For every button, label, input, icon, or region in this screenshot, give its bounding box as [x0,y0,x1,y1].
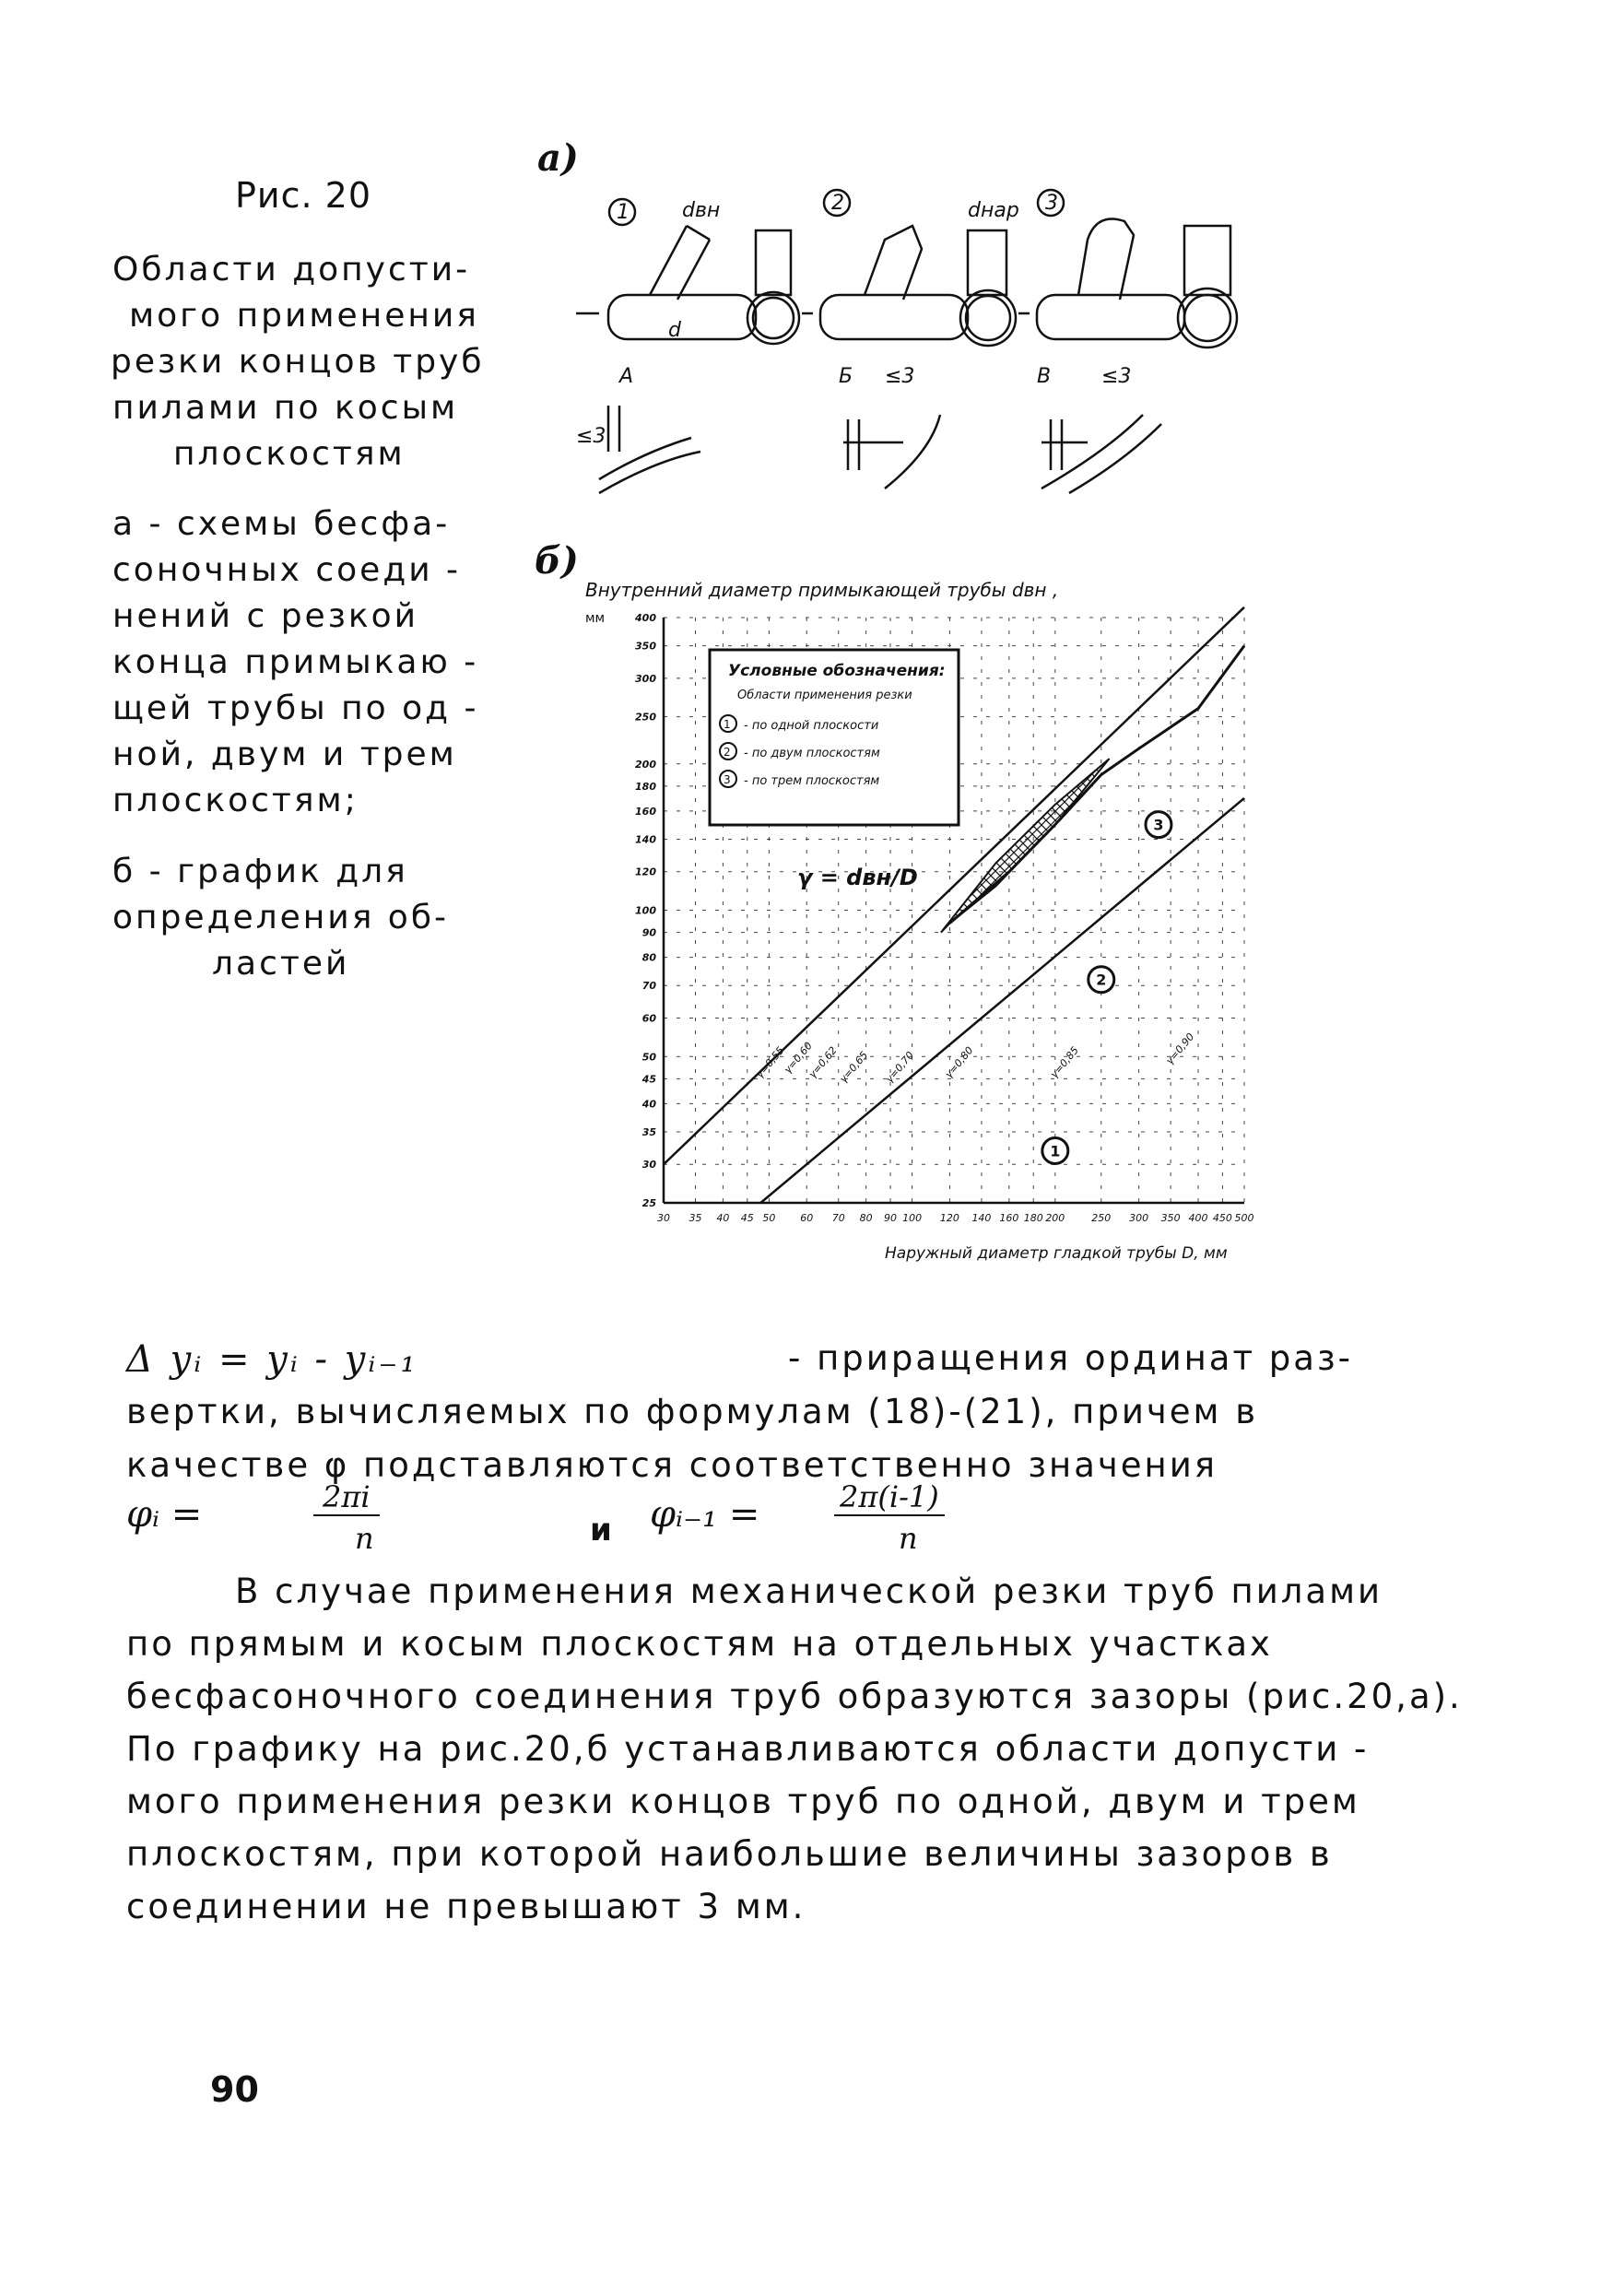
x-tick-label: 80 [859,1212,873,1224]
scheme-2 [802,190,1016,489]
desc-line: плоскостям; [112,782,359,819]
scheme-2-number: 2 [831,192,844,215]
formula-description: - приращения ординат раз- [788,1338,1353,1378]
x-tick-label: 100 [902,1212,923,1224]
x-tick-label: 300 [1129,1212,1149,1224]
x-tick-label: 400 [1188,1212,1208,1224]
caption-line: плоскостям [173,435,406,473]
paragraph-line: соединении не превышают 3 мм. [126,1887,806,1926]
region-label: 1 [1050,1142,1061,1160]
phi-i-lhs: φᵢ = [126,1493,203,1536]
caption-line: Области допусти- [112,251,471,288]
x-tick-label: 140 [971,1212,992,1224]
scheme-3-number: 3 [1045,192,1058,215]
x-tick-label: 250 [1091,1212,1112,1224]
y-tick-label: 120 [635,865,656,878]
y-tick-label: 30 [641,1159,656,1172]
gap-label: ≤3 [1101,365,1132,388]
phi-i1-numerator: 2π(i-1) [834,1479,945,1516]
gap-label: ≤3 [885,365,915,388]
panel-a-label: а) [537,136,579,180]
y-tick-label: 40 [641,1098,656,1111]
gamma-label: γ=0,70 [883,1049,917,1086]
dim-label: dвн [682,199,721,222]
x-tick-label: 30 [657,1212,670,1224]
x-tick-label: 90 [884,1212,898,1224]
y-tick-label: 25 [641,1197,656,1209]
desc-line: конца примыкаю - [112,643,479,681]
formula-delta-y: Δ yᵢ = yᵢ - yᵢ₋₁ [126,1338,418,1381]
y-tick-label: 60 [641,1012,656,1025]
x-tick-label: 60 [800,1212,814,1224]
gap-label: ≤3 [576,425,606,448]
scheme-3 [1018,190,1237,493]
desc-line: нений с резкой [112,597,419,635]
phi-i-denominator: n [355,1521,374,1556]
y-tick-label: 350 [635,640,656,653]
x-tick-label: 45 [740,1212,754,1224]
x-tick-label: 160 [999,1212,1019,1224]
legend-mark: 1 [724,718,731,731]
x-tick-label: 180 [1023,1212,1043,1224]
scheme-1 [576,199,799,493]
y-tick-label: 200 [635,758,656,771]
chart-title: Внутренний диаметр примыкающей трубы dвн , [585,579,1059,601]
desc-line: соночных соеди - [112,551,462,589]
panel-a-schematic [571,175,1272,507]
x-tick-label: 50 [762,1212,776,1224]
desc-line: ной, двум и трем [112,736,457,773]
conjunction: и [590,1512,612,1548]
x-tick-label: 120 [939,1212,959,1224]
chart-regions [941,759,1171,1163]
desc-line: а - схемы бесфа- [112,505,451,543]
x-tick-label: 450 [1212,1212,1232,1224]
legend-mark: 3 [724,773,731,786]
caption-line: мого применения [129,297,479,335]
y-tick-label: 80 [641,951,656,964]
y-tick-label: 50 [641,1051,656,1064]
x-tick-label: 500 [1234,1212,1254,1224]
view-a-label: А [619,365,634,388]
caption-line: пилами по косым [112,389,459,427]
gamma-label: γ=0,62 [806,1044,840,1081]
chart-legend [710,650,959,825]
gamma-label: γ=0,55 [753,1044,787,1081]
paragraph-line: бесфасоночного соединения труб образуются зазоры (рис.20,а). [126,1677,1463,1716]
y-tick-label: 70 [641,980,656,993]
y-tick-label: 300 [635,672,656,685]
phi-i1-denominator: n [899,1521,918,1556]
region-label: 3 [1153,816,1164,834]
scheme-1-number: 1 [617,201,630,224]
x-tick-label: 70 [831,1212,845,1224]
y-tick-label: 180 [635,780,656,793]
legend-item: - по трем плоскостям [744,774,880,788]
x-tick-label: 200 [1045,1212,1065,1224]
phi-i-numerator: 2πi [313,1479,380,1516]
legend-subtitle: Области применения резки [737,689,912,702]
y-tick-label: 160 [635,805,656,818]
paragraph-line: мого применения резки концов труб по одной, двум и трем [126,1782,1360,1821]
desc-line: определения об- [112,899,450,936]
x-tick-label: 35 [688,1212,702,1224]
view-c-label: В [1037,365,1052,388]
region-label: 2 [1096,971,1107,989]
x-axis-label: Наружный диаметр гладкой трубы D, мм [885,1244,1228,1263]
paragraph-line: плоскостям, при которой наибольшие величины зазоров в [126,1834,1333,1874]
x-tick-label: 350 [1160,1212,1181,1224]
y-tick-label: 100 [635,904,656,917]
dim-label: d [668,319,681,342]
x-tick-label: 40 [716,1212,730,1224]
y-tick-label: 250 [635,711,656,724]
legend-item: - по двум плоскостям [744,747,880,760]
gamma-label: γ=0,65 [837,1049,871,1086]
y-tick-label: 45 [641,1073,656,1086]
paragraph-line: В случае применения механической резки труб пилами [235,1572,1383,1611]
gamma-label: γ=0,60 [782,1040,815,1077]
y-tick-label: 400 [635,612,656,624]
desc-line: щей трубы по од - [112,689,479,727]
y-tick-label: 35 [641,1125,656,1138]
legend-mark: 2 [724,746,731,759]
y-tick-label: 140 [635,833,656,846]
gamma-label: γ=0,80 [942,1044,976,1081]
y-tick-label: 90 [641,926,656,939]
desc-line: ластей [212,945,350,983]
region-3-hatch [941,759,1110,933]
legend-title: Условные обозначения: [728,662,946,680]
gamma-formula: γ = dвн/D [797,865,918,890]
desc-line: б - график для [112,853,408,890]
gamma-label: γ=0,85 [1048,1044,1081,1081]
y-axis-unit: мм [585,611,606,626]
gamma-label: γ=0,90 [1163,1030,1197,1067]
text-line: качестве φ подставляются соответственно значения [126,1445,1218,1485]
paragraph-line: По графику на рис.20,б устанавливаются области допусти - [126,1729,1370,1769]
view-b-label: Б [839,365,853,388]
text-line: вертки, вычисляемых по формулам (18)-(21), причем в [126,1392,1259,1431]
paragraph-line: по прямым и косым плоскостям на отдельных участках [126,1624,1273,1664]
legend-item: - по одной плоскости [744,719,879,733]
dim-label: dнар [968,199,1019,222]
panel-b-label: б) [535,539,579,583]
caption-line: резки концов труб [111,343,485,381]
chart-panel-b [581,576,1281,1263]
page-number: 90 [210,2069,259,2110]
phi-i1-lhs: φᵢ₋₁ = [650,1493,760,1536]
figure-label: Рис. 20 [235,175,372,216]
